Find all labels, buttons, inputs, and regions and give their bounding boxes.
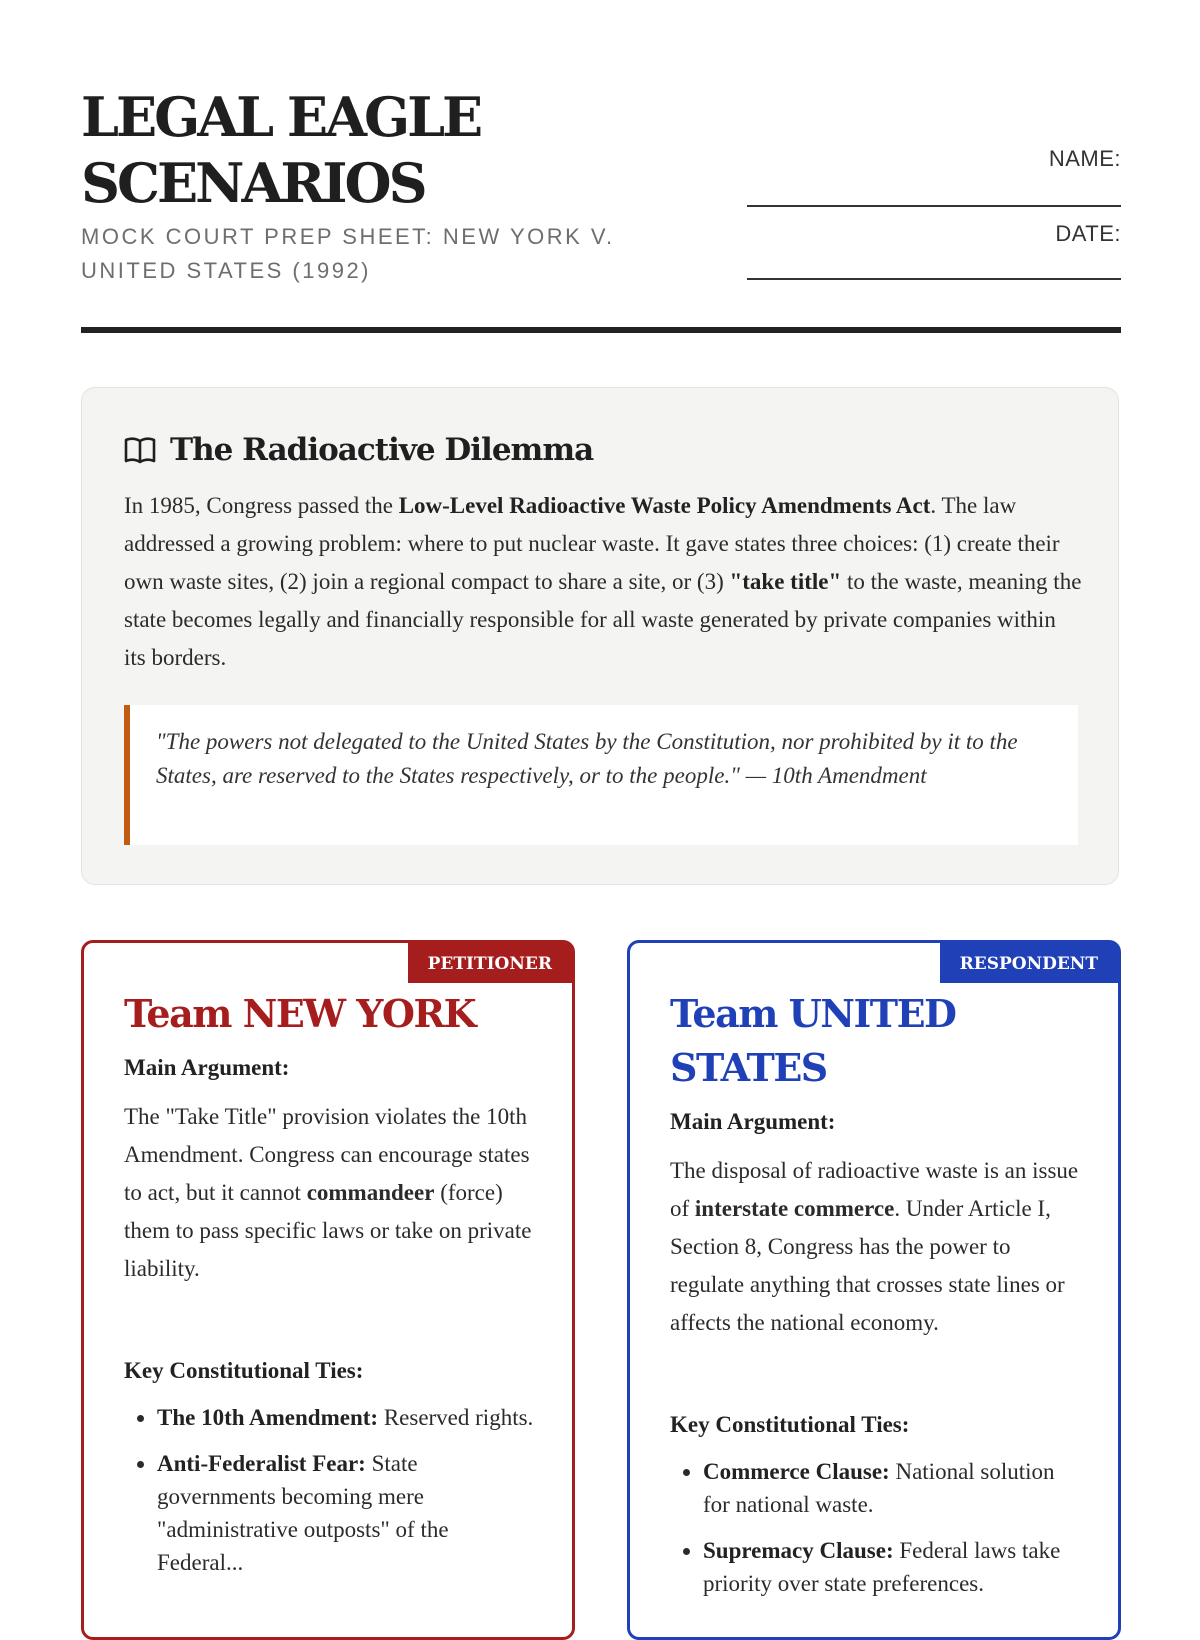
- scenario-heading: [124, 432, 593, 468]
- list-item: [157, 1401, 534, 1434]
- tenth-amendment-quote: "The powers not delegated to the United States by the Constitution, nor prohibited by it to the States, are reserved to the States respectively, or to the people." — 10th Amendment: [124, 705, 1078, 845]
- scenario-text-part: to the waste, meaning the state becomes legally and financially responsible for all waste generated by private companies within its borders.: [124, 569, 1082, 670]
- worksheet-subtitle: MOCK COURT PREP SHEET: NEW YORK V. UNITED STATES (1992): [81, 224, 615, 283]
- team-united-states-name: Team UNITED STATES: [670, 991, 956, 1090]
- name-label: NAME:: [1048, 146, 1121, 171]
- argument-text-part: The "Take Title" provision violates the 10th Amendment. Congress can encourage states to act, but it cannot: [124, 1104, 530, 1205]
- tie-text: National solution for national waste.: [703, 1459, 1055, 1517]
- commandeer-term: commandeer: [306, 1180, 435, 1205]
- list-item: [703, 1534, 1080, 1600]
- scenario-box: [81, 387, 1119, 885]
- key-ties-list: [670, 1455, 1080, 1613]
- respondent-badge: RESPONDENT: [940, 943, 1118, 983]
- act-name: Low-Level Radioactive Waste Policy Amendments Act: [398, 493, 931, 518]
- list-item: [157, 1447, 534, 1579]
- key-ties-label: Key Constitutional Ties:: [124, 1358, 364, 1383]
- tie-title: Commerce Clause:: [703, 1459, 890, 1484]
- tie-text: Federal laws take priority over state preferences.: [703, 1538, 1061, 1596]
- tie-text: Reserved rights.: [378, 1405, 534, 1430]
- date-field[interactable]: [747, 278, 1121, 280]
- petitioner-badge: PETITIONER: [408, 943, 572, 983]
- tie-title: Anti-Federalist Fear:: [157, 1451, 366, 1476]
- tie-title: The 10th Amendment:: [157, 1405, 379, 1430]
- worksheet-title: [81, 84, 721, 216]
- tie-title: Supremacy Clause:: [703, 1538, 894, 1563]
- team-united-states-card: [627, 940, 1121, 1640]
- argument-text-part: The disposal of radioactive waste is an issue of: [670, 1158, 1079, 1221]
- header-divider: [81, 327, 1121, 333]
- title-line-1: LEGAL EAGLE: [81, 85, 481, 149]
- scenario-title: The Radioactive Dilemma: [170, 432, 594, 468]
- tie-text: State governments becoming mere "administrative outposts" of the Federal...: [157, 1451, 449, 1575]
- name-field[interactable]: [747, 205, 1121, 207]
- open-book-icon: [124, 436, 156, 464]
- interstate-commerce-term: interstate commerce: [694, 1196, 895, 1221]
- scenario-text-part: . The law addressed a growing problem: where to put nuclear waste. It gave states three choices: (1) create their own waste sites, (2) join a regional compact to share a site, or (3): [124, 493, 1060, 594]
- argument-text-part: . Under Article I, Section 8, Congress has the power to regulate anything that crosses state lines or affects the national economy.: [670, 1196, 1065, 1335]
- main-argument-text: [670, 1152, 1080, 1342]
- scenario-text-part: In 1985, Congress passed the: [124, 493, 399, 518]
- take-title-term: "take title": [729, 569, 842, 594]
- list-item: [703, 1455, 1080, 1521]
- key-ties-label: Key Constitutional Ties:: [670, 1412, 910, 1437]
- scenario-text: [124, 487, 1082, 677]
- main-argument-label: Main Argument:: [124, 1055, 290, 1080]
- argument-text-part: (force) them to pass specific laws or take on private liability.: [124, 1180, 532, 1281]
- team-new-york-card: [81, 940, 575, 1640]
- key-ties-list: [124, 1401, 534, 1592]
- title-line-2: SCENARIOS: [81, 151, 425, 215]
- worksheet-page: [81, 0, 1121, 1600]
- main-argument-text: [124, 1098, 534, 1288]
- date-label: DATE:: [1055, 221, 1121, 246]
- team-new-york-name: Team NEW YORK: [124, 991, 476, 1036]
- main-argument-label: Main Argument:: [670, 1109, 836, 1134]
